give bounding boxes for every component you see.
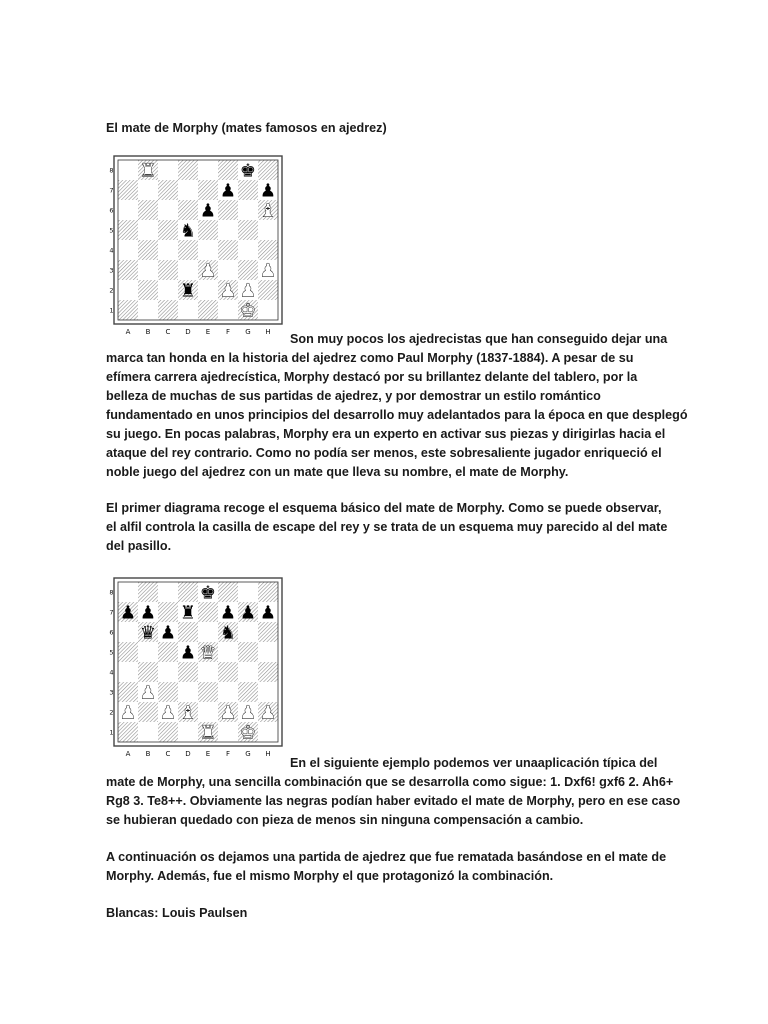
light-square xyxy=(258,682,278,702)
dark-square xyxy=(138,662,158,682)
rank-label: 1 xyxy=(109,728,114,737)
white-player: Blancas: Louis Paulsen xyxy=(106,906,248,920)
paragraph-game-intro xyxy=(106,848,666,886)
rank-label: 8 xyxy=(109,166,114,175)
chess-diagram-2 xyxy=(108,576,290,766)
file-label: D xyxy=(185,750,191,758)
rank-label: 2 xyxy=(109,708,114,717)
paragraph-example-line: En el siguiente ejemplo podemos ver unaaplicación típica del xyxy=(290,756,658,770)
black-pawn-piece: ♟ xyxy=(259,180,277,202)
light-square xyxy=(158,160,178,180)
file-label: A xyxy=(125,750,131,758)
rank-label: 5 xyxy=(109,226,114,235)
file-label: G xyxy=(245,328,251,336)
light-square xyxy=(218,220,238,240)
file-label: H xyxy=(265,328,271,336)
light-square xyxy=(138,300,158,320)
rank-label: 2 xyxy=(109,286,114,295)
light-square xyxy=(218,642,238,662)
paragraph-example-line: mate de Morphy, una sencilla combinación que se desarrolla como sigue: 1. Dxf6! gxf6 2. Ah6+ xyxy=(106,775,674,789)
file-label: D xyxy=(185,328,191,336)
light-square xyxy=(238,662,258,682)
black-knight-piece: ♞ xyxy=(179,220,197,242)
dark-square xyxy=(258,160,278,180)
rank-label: 3 xyxy=(109,266,114,275)
paragraph-first-diagram-line: el alfil controla la casilla de escape del rey y se trata de un esquema muy parecido al del mate xyxy=(106,520,668,534)
black-pawn-piece: ♟ xyxy=(219,602,237,624)
light-square xyxy=(118,582,138,602)
light-square xyxy=(138,722,158,742)
dark-square xyxy=(178,160,198,180)
dark-square xyxy=(218,200,238,220)
black-pawn-piece: ♟ xyxy=(219,180,237,202)
dark-square xyxy=(158,602,178,622)
dark-square xyxy=(238,180,258,200)
dark-square xyxy=(258,240,278,260)
black-pawn-piece: ♟ xyxy=(139,602,157,624)
chess-diagram-1 xyxy=(108,154,290,344)
light-square xyxy=(158,200,178,220)
players-block xyxy=(106,904,247,923)
paragraph-intro-line: marca tan honda en la historia del ajedrez como Paul Morphy (1837-1884). A pesar de su xyxy=(106,351,634,365)
black-rook-piece: ♜ xyxy=(179,280,197,302)
paragraph-intro xyxy=(106,330,688,482)
dark-square xyxy=(218,662,238,682)
white-pawn-piece: ♟ xyxy=(139,682,157,704)
dark-square xyxy=(198,180,218,200)
dark-square xyxy=(158,722,178,742)
paragraph-game-intro-line: Morphy. Además, fue el mismo Morphy el que protagonizó la combinación. xyxy=(106,869,554,883)
light-square xyxy=(138,260,158,280)
white-bishop-piece: ♝ xyxy=(259,200,277,222)
file-label: B xyxy=(145,750,151,758)
light-square xyxy=(158,240,178,260)
dark-square xyxy=(118,220,138,240)
light-square xyxy=(138,180,158,200)
white-pawn-piece: ♟ xyxy=(239,702,257,724)
document-title: El mate de Morphy (mates famosos en ajedrez) xyxy=(106,121,387,135)
light-square xyxy=(218,682,238,702)
rank-label: 8 xyxy=(109,588,114,597)
dark-square xyxy=(118,722,138,742)
dark-square xyxy=(178,582,198,602)
light-square xyxy=(118,622,138,642)
black-king-piece: ♚ xyxy=(199,582,217,604)
black-pawn-piece: ♟ xyxy=(119,602,137,624)
black-rook-piece: ♜ xyxy=(179,602,197,624)
black-pawn-piece: ♟ xyxy=(159,622,177,644)
dark-square xyxy=(218,160,238,180)
paragraph-intro-line: noble juego del ajedrez con un mate que lleva su nombre, el mate de Morphy. xyxy=(106,465,569,479)
light-square xyxy=(178,260,198,280)
file-label: C xyxy=(165,328,171,336)
light-square xyxy=(138,642,158,662)
white-queen-piece: ♛ xyxy=(199,642,217,664)
paragraph-first-diagram-line: El primer diagrama recoge el esquema básico del mate de Morphy. Como se puede observar, xyxy=(106,501,662,515)
white-pawn-piece: ♟ xyxy=(259,260,277,282)
light-square xyxy=(158,582,178,602)
black-queen-piece: ♛ xyxy=(139,622,157,644)
paragraph-intro-line: efímera carrera ajedrecística, Morphy destacó por su brillantez delante del tablero, por la xyxy=(106,370,638,384)
black-knight-piece: ♞ xyxy=(219,622,237,644)
dark-square xyxy=(198,220,218,240)
white-rook-piece: ♜ xyxy=(139,160,157,182)
dark-square xyxy=(138,240,158,260)
file-label: F xyxy=(225,750,231,758)
rank-label: 7 xyxy=(109,608,114,617)
light-square xyxy=(238,582,258,602)
file-label: G xyxy=(245,750,251,758)
dark-square xyxy=(138,280,158,300)
rank-label: 7 xyxy=(109,186,114,195)
light-square xyxy=(198,702,218,722)
dark-square xyxy=(138,200,158,220)
light-square xyxy=(238,622,258,642)
light-square xyxy=(158,662,178,682)
file-label: C xyxy=(165,750,171,758)
dark-square xyxy=(138,702,158,722)
light-square xyxy=(118,200,138,220)
paragraph-first-diagram xyxy=(106,499,667,556)
white-pawn-piece: ♟ xyxy=(119,702,137,724)
rank-label: 4 xyxy=(109,668,114,677)
file-label: E xyxy=(205,328,211,336)
dark-square xyxy=(158,260,178,280)
light-square xyxy=(118,240,138,260)
dark-square xyxy=(158,220,178,240)
black-pawn-piece: ♟ xyxy=(239,602,257,624)
file-label: H xyxy=(265,750,271,758)
light-square xyxy=(238,200,258,220)
light-square xyxy=(178,300,198,320)
light-square xyxy=(178,722,198,742)
light-square xyxy=(118,280,138,300)
dark-square xyxy=(158,642,178,662)
paragraph-example-line: se hubieran quedado con pieza de menos sin ninguna compensación a cambio. xyxy=(106,813,584,827)
paragraph-example-line: Rg8 3. Te8++. Obviamente las negras podían haber evitado el mate de Morphy, pero en ese caso xyxy=(106,794,681,808)
rank-label: 3 xyxy=(109,688,114,697)
light-square xyxy=(258,642,278,662)
dark-square xyxy=(218,240,238,260)
light-square xyxy=(238,240,258,260)
black-pawn-piece: ♟ xyxy=(199,200,217,222)
white-pawn-piece: ♟ xyxy=(219,702,237,724)
dark-square xyxy=(158,300,178,320)
light-square xyxy=(118,662,138,682)
light-square xyxy=(198,622,218,642)
black-pawn-piece: ♟ xyxy=(259,602,277,624)
dark-square xyxy=(238,682,258,702)
light-square xyxy=(218,300,238,320)
dark-square xyxy=(258,622,278,642)
dark-square xyxy=(158,682,178,702)
rank-label: 6 xyxy=(109,628,114,637)
rank-label: 5 xyxy=(109,648,114,657)
dark-square xyxy=(258,582,278,602)
dark-square xyxy=(198,682,218,702)
white-king-piece: ♚ xyxy=(239,722,257,744)
dark-square xyxy=(258,280,278,300)
dark-square xyxy=(178,240,198,260)
paragraph-intro-line: Son muy pocos los ajedrecistas que han conseguido dejar una xyxy=(290,332,668,346)
chess-board-2 xyxy=(108,576,290,766)
dark-square xyxy=(238,220,258,240)
light-square xyxy=(158,280,178,300)
dark-square xyxy=(218,582,238,602)
black-king-piece: ♚ xyxy=(239,160,257,182)
light-square xyxy=(198,160,218,180)
dark-square xyxy=(198,300,218,320)
dark-square xyxy=(118,260,138,280)
light-square xyxy=(178,682,198,702)
light-square xyxy=(218,722,238,742)
light-square xyxy=(198,240,218,260)
white-pawn-piece: ♟ xyxy=(219,280,237,302)
paragraph-first-diagram-line: del pasillo. xyxy=(106,539,172,553)
white-bishop-piece: ♝ xyxy=(179,702,197,724)
file-label: A xyxy=(125,328,131,336)
file-label: B xyxy=(145,328,151,336)
dark-square xyxy=(178,662,198,682)
white-king-piece: ♚ xyxy=(239,300,257,322)
file-label: E xyxy=(205,750,211,758)
paragraph-example xyxy=(106,754,680,830)
dark-square xyxy=(178,622,198,642)
light-square xyxy=(258,220,278,240)
dark-square xyxy=(118,642,138,662)
dark-square xyxy=(198,602,218,622)
paragraph-intro-line: su juego. En pocas palabras, Morphy era un experto en activar sus piezas y dirigirlas hacia el xyxy=(106,427,666,441)
dark-square xyxy=(118,682,138,702)
light-square xyxy=(258,300,278,320)
black-pawn-piece: ♟ xyxy=(179,642,197,664)
light-square xyxy=(198,662,218,682)
light-square xyxy=(178,180,198,200)
file-label: F xyxy=(225,328,231,336)
dark-square xyxy=(118,180,138,200)
light-square xyxy=(138,220,158,240)
dark-square xyxy=(178,200,198,220)
white-pawn-piece: ♟ xyxy=(259,702,277,724)
paragraph-intro-line: ataque del rey contrario. Como no podía ser menos, este sobresaliente jugador enriqueció el xyxy=(106,446,662,460)
dark-square xyxy=(138,582,158,602)
dark-square xyxy=(238,642,258,662)
paragraph-intro-line: belleza de muchas de sus partidas de ajedrez, y por demostrar un estilo romántico xyxy=(106,389,601,403)
rank-label: 4 xyxy=(109,246,114,255)
white-pawn-piece: ♟ xyxy=(239,280,257,302)
rank-label: 6 xyxy=(109,206,114,215)
white-pawn-piece: ♟ xyxy=(199,260,217,282)
light-square xyxy=(198,280,218,300)
rank-label: 1 xyxy=(109,306,114,315)
paragraph-intro-line: fundamentado en unos principios del desarrollo muy adelantados para la época en que desplegó xyxy=(106,408,688,422)
light-square xyxy=(118,160,138,180)
chess-board-1 xyxy=(108,154,290,344)
paragraph-game-intro-line: A continuación os dejamos una partida de ajedrez que fue rematada basándose en el mate de xyxy=(106,850,667,864)
light-square xyxy=(258,722,278,742)
white-rook-piece: ♜ xyxy=(199,722,217,744)
white-pawn-piece: ♟ xyxy=(159,702,177,724)
dark-square xyxy=(238,260,258,280)
light-square xyxy=(218,260,238,280)
dark-square xyxy=(258,662,278,682)
dark-square xyxy=(158,180,178,200)
dark-square xyxy=(118,300,138,320)
